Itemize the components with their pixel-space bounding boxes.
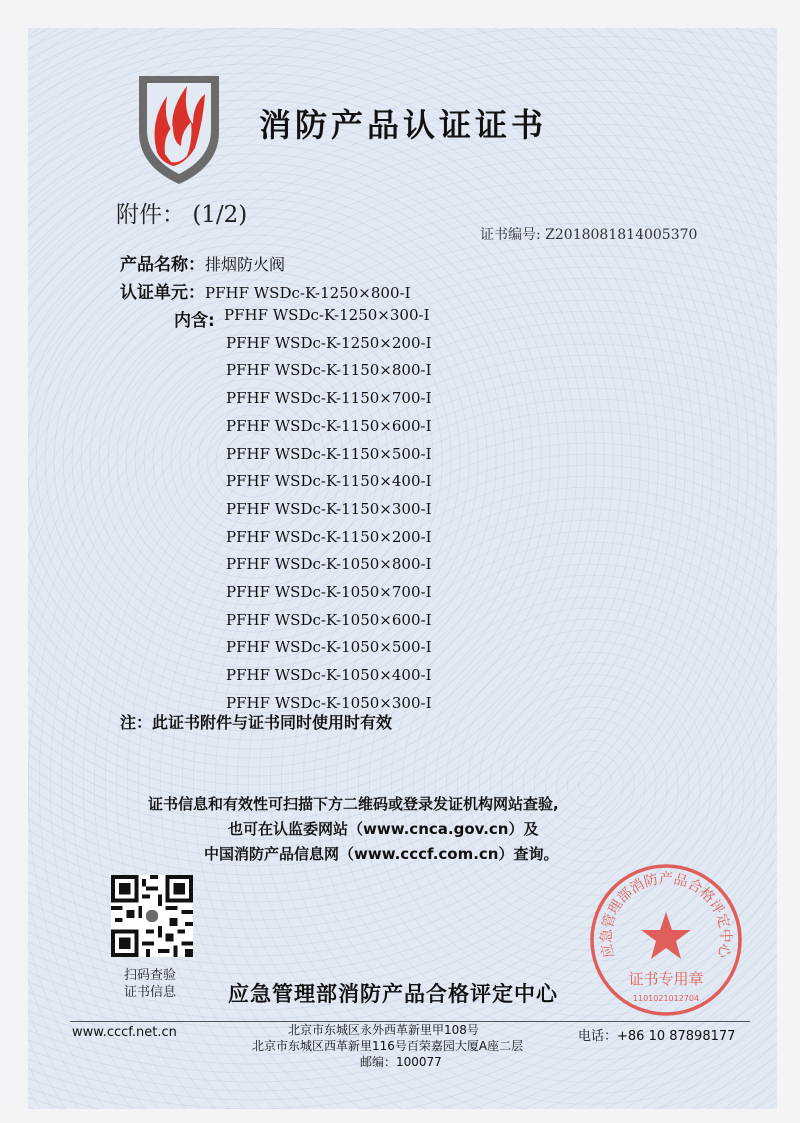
model-item: PFHF WSDc-K-1050×800-I (226, 555, 432, 574)
official-seal-icon (586, 860, 746, 1020)
fire-product-logo-icon (133, 70, 225, 188)
model-item: PFHF WSDc-K-1150×500-I (226, 444, 432, 463)
qr-caption-line-1: 扫码查验 (124, 968, 177, 983)
model-item: PFHF WSDc-K-1150×800-I (226, 361, 432, 380)
seal-number: 1101021012704 (632, 994, 700, 1003)
certification-unit-row (120, 278, 411, 303)
model-item: PFHF WSDc-K-1250×200-I (226, 333, 432, 352)
qr-code-icon[interactable] (111, 875, 193, 957)
certificate-title: 消防产品认证证书 (259, 106, 548, 144)
seal-arc-text: 应急管理部消防产品合格评定中心 (598, 871, 734, 960)
validity-note: 注：此证书附件与证书同时使用时有效 (120, 713, 393, 732)
issuer-name: 应急管理部消防产品合格评定中心 (228, 982, 558, 1006)
footer-website[interactable]: www.cccf.net.cn (72, 1025, 177, 1040)
model-item: PFHF WSDc-K-1050×300-I (226, 693, 432, 712)
model-item: PFHF WSDc-K-1050×400-I (226, 666, 432, 685)
model-item: PFHF WSDc-K-1250×300-I (224, 306, 430, 324)
qr-caption-line-2: 证书信息 (124, 985, 177, 1000)
model-item: PFHF WSDc-K-1150×600-I (226, 416, 432, 435)
model-item: PFHF WSDc-K-1050×500-I (226, 638, 432, 657)
footer-address-2: 北京市东城区西革新里116号百荣嘉园大厦A座二层 (252, 1039, 524, 1053)
seal-center-text: 证书专用章 (628, 970, 704, 988)
certification-unit-first-model: PFHF WSDc-K-1250×800-I (205, 284, 411, 302)
model-item: PFHF WSDc-K-1150×300-I (226, 499, 432, 518)
model-item: PFHF WSDc-K-1050×600-I (226, 610, 432, 629)
certification-unit-label: 认证单元： (120, 283, 205, 303)
certificate-number (480, 224, 697, 244)
model-item: PFHF WSDc-K-1150×200-I (226, 527, 432, 546)
footer-postcode: 邮编：100077 (360, 1055, 442, 1069)
certificate-number-value: Z2018081814005370 (545, 227, 698, 243)
certificate-page (28, 28, 777, 1109)
certificate-number-label: 证书编号: (480, 227, 541, 243)
product-name-value: 排烟防火阀 (205, 255, 286, 274)
contains-label: 内含: (174, 311, 215, 331)
product-name-row (120, 250, 285, 275)
verify-line-3: 中国消防产品信息网（www.cccf.com.cn）查询。 (204, 845, 559, 863)
footer-address-1: 北京市东城区永外西革新里甲108号 (288, 1023, 479, 1037)
model-item: PFHF WSDc-K-1150×700-I (226, 389, 432, 408)
model-item: PFHF WSDc-K-1050×700-I (226, 583, 432, 601)
footer-phone: 电话：+86 10 87898177 (578, 1029, 736, 1044)
model-item: PFHF WSDc-K-1150×400-I (226, 472, 432, 491)
verify-line-2: 也可在认监委网站（www.cnca.gov.cn）及 (228, 820, 539, 838)
verify-line-1: 证书信息和有效性可扫描下方二维码或登录发证机构网站查验, (148, 795, 559, 813)
attachment-label-text: 附件： (116, 202, 185, 228)
product-name-label: 产品名称： (120, 255, 205, 275)
attachment-page: (1/2) (192, 202, 248, 228)
attachment-label (116, 196, 247, 229)
